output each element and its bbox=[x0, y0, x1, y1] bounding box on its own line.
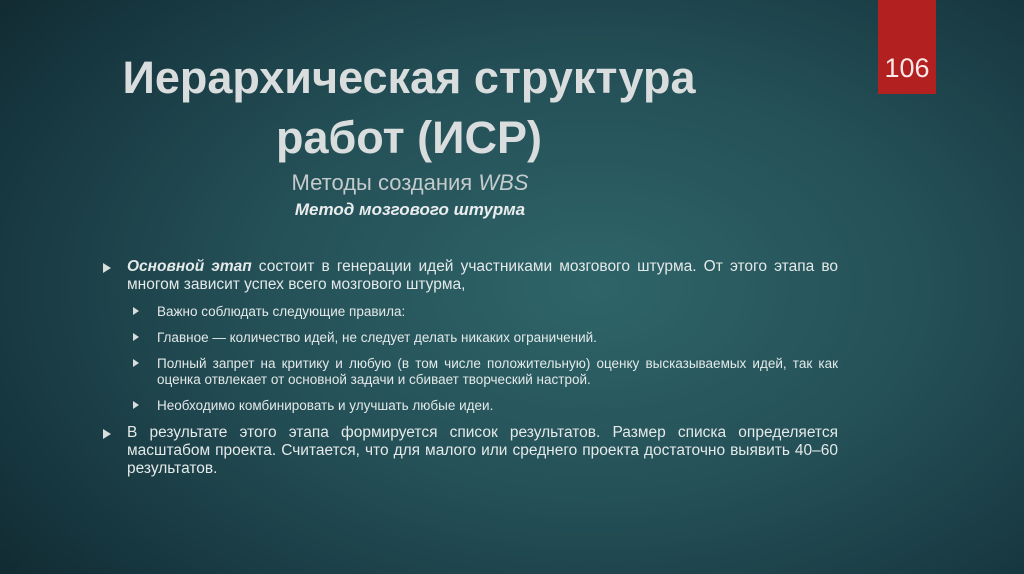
sub-bullet-arrow-icon bbox=[133, 401, 139, 409]
sub-bullet-text: Необходимо комбинировать и улучшать любые идеи. bbox=[157, 398, 494, 413]
slide-title bbox=[84, 48, 734, 168]
subtitle-wbs: WBS bbox=[478, 170, 529, 195]
sub-bullet-rules bbox=[103, 304, 838, 320]
sub-bullet-text: Полный запрет на критику и любую (в том числе положительную) оценку высказываемых идей, так как оценка отвлекает от основной задачи и сбивает творческий настрой. bbox=[157, 356, 838, 387]
sub-bullet-arrow-icon bbox=[133, 333, 139, 341]
bullet-emphasis: Основной этап bbox=[127, 258, 252, 275]
sub-bullet-quantity bbox=[103, 330, 838, 346]
sub-bullet-no-criticism bbox=[103, 356, 838, 388]
bullet-arrow-icon bbox=[103, 429, 111, 439]
bullet-main-stage bbox=[103, 258, 838, 294]
title-line-2: работ (ИСР) bbox=[275, 112, 543, 163]
slide-subtitle bbox=[180, 169, 640, 197]
subtitle-text: Методы создания bbox=[291, 170, 479, 195]
sub-bullet-arrow-icon bbox=[133, 359, 139, 367]
bullet-arrow-icon bbox=[103, 263, 111, 273]
sub-bullet-text: Важно соблюдать следующие правила: bbox=[157, 304, 406, 319]
method-heading: Метод мозгового штурма bbox=[294, 200, 526, 219]
bullet-text: В результате этого этапа формируется список результатов. Размер списка определяется масштабом проекта. Считается, что для малого или среднего проекта достаточно выявить 40–60 результатов. bbox=[127, 424, 838, 477]
page-number-badge: 106 bbox=[878, 0, 936, 94]
sub-bullet-arrow-icon bbox=[133, 307, 139, 315]
sub-bullet-combine bbox=[103, 398, 838, 414]
title-line-1: Иерархическая структура bbox=[122, 52, 696, 103]
content-body bbox=[103, 258, 838, 488]
sub-bullet-text: Главное — количество идей, не следует делать никаких ограничений. bbox=[157, 330, 597, 345]
bullet-text: состоит в генерации идей участниками мозгового штурма. От этого этапа во многом зависит успех всего мозгового штурма, bbox=[127, 258, 838, 293]
bullet-results bbox=[103, 424, 838, 478]
